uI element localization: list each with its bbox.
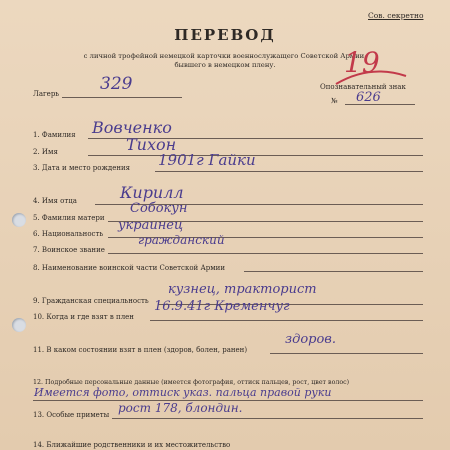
red-ink-mark xyxy=(330,34,410,90)
mother-surname-value: Собокун xyxy=(130,201,188,216)
camp-value: 329 xyxy=(100,74,133,94)
field-8-label: 8. Наименование воинской части Советской Армии xyxy=(33,264,226,272)
special-marks-value: рост 178, блондин. xyxy=(118,401,243,415)
nationality-value: украинец xyxy=(118,218,184,233)
id-no-sign: № xyxy=(331,97,338,105)
red-ink-number: 19 xyxy=(344,46,380,79)
field-3-label: 3. Дата и место рождения xyxy=(33,164,131,172)
document-subtitle-line1: с личной трофейной немецкой карточки военнослужащего Советской Армии, xyxy=(83,52,367,60)
binder-hole-bottom xyxy=(12,318,26,332)
field-9-label: 9. Гражданская специальность xyxy=(33,297,149,305)
personal-data-value: Имеется фото, оттиск указ. пальца правой руки xyxy=(34,386,332,399)
rank-value: гражданский xyxy=(138,233,225,247)
field-13-label: 13. Особые приметы xyxy=(33,411,110,419)
field-1-label: 1. Фамилия xyxy=(33,131,76,139)
capture-value: 16.9.41г Кременчуг xyxy=(154,299,290,314)
document-subtitle-line2: бывшего в немецком плену. xyxy=(174,61,276,69)
camp-label: Лагерь xyxy=(33,90,60,98)
id-value: 626 xyxy=(356,90,381,105)
father-name-value: Кирилл xyxy=(120,183,184,202)
field-12-label: 12. Подробные персональные данные (имеется фотография, оттиск пальцев, рост, цвет волос) xyxy=(33,379,350,386)
name-value: Тихон xyxy=(126,135,177,154)
camp-line xyxy=(62,97,182,98)
field-6-label: 6. Национальность xyxy=(33,230,104,238)
condition-value: здоров. xyxy=(285,332,337,347)
field-10-label: 10. Когда и где взят в плен xyxy=(33,313,134,321)
field-14-label: 14. Ближайшие родственники и их местожительство xyxy=(33,441,231,449)
birth-value: 1901г Гайки xyxy=(158,151,256,169)
id-label: Опознавательный знак xyxy=(320,83,406,91)
document-title: ПЕРЕВОД xyxy=(174,26,276,44)
field-7-label: 7. Воинское звание xyxy=(33,246,105,254)
binder-hole-top xyxy=(12,213,26,227)
field-4-label: 4. Имя отца xyxy=(33,197,77,205)
secrecy-stamp: Сов. секретно xyxy=(368,11,424,20)
specialty-value: кузнец, тракторист xyxy=(168,282,317,297)
surname-value: Вовченко xyxy=(92,118,172,137)
field-11-label: 11. В каком состоянии взят в плен (здоров, болен, ранен) xyxy=(33,346,248,354)
field-2-label: 2. Имя xyxy=(33,148,58,156)
field-5-label: 5. Фамилия матери xyxy=(33,214,105,222)
